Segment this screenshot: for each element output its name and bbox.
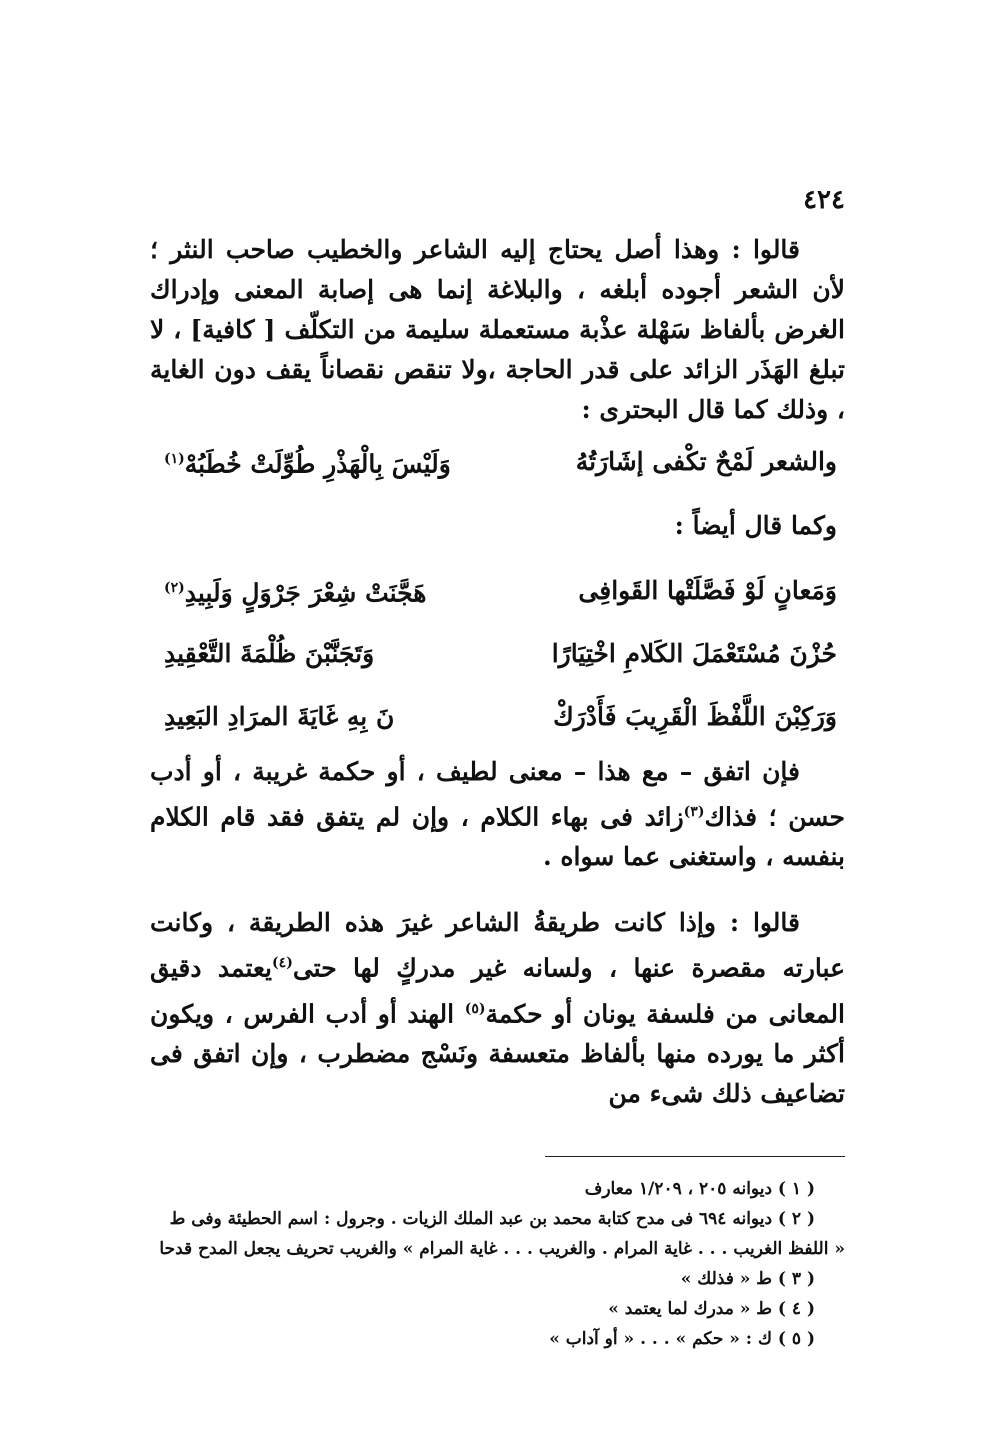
verse-line — [150, 559, 845, 622]
footnote-3: ( ٣ ) ط « فذلك » — [680, 1269, 815, 1289]
verse-line — [150, 685, 845, 748]
footnote-divider — [545, 1156, 845, 1157]
page-number: ٤٢٤ — [803, 185, 845, 215]
verse-hemistich-first: حُزْنَ مُسْتَعْمَلَ الكَلامِ اخْتِيَارًا — [551, 638, 837, 668]
footnote-ref: (٥) — [464, 1000, 486, 1017]
footnote-ref: (٣) — [683, 804, 705, 820]
footnote-2-continued: « اللفظ الغريب . . . غاية المرام . والغريب . . . غاية المرام » والغريب تحريف يجعل المدح قدحا — [159, 1239, 845, 1259]
paragraph-2: فإن اتفق – مع هذا – معنى لطيف ، أو حكمة غريبة ، أو أدب حسن ؛ فذاك$^{(٣)}$زائد فى بهاء الكلام ، وإن لم يتفق فقد قام الكلام بنفسه ، واستغنى عما سواه . — [150, 757, 845, 872]
verse-intro: وكما قال أيضاً : — [674, 511, 837, 540]
paragraph-3: قالوا : وإذا كانت طريقةُ الشاعر غيرَ هذه الطريقة ، وكانت عبارته مقصرة عنها ، ولسانه غير مدركٍ لها حتى$^{(٤)}$يعتمد دقيق المعانى من فلسفة يونان أو حكمة$^{(٥)}$ الهند أو أدب الفرس ، ويكون أكثر ما يورده منها بألفاظ متعسفة ونَسْج مضطرب ، وإن اتفق فى تضاعيف ذلك شىء من — [150, 908, 845, 1108]
verse-hemistich-second: وَتَجَنَّبْنَ ظُلْمَةَ التَّعْقِيدِ — [164, 638, 375, 668]
footnote-ref: (٢) — [164, 579, 185, 596]
footnote-ref: (٤) — [272, 955, 293, 972]
verse-hemistich-first: وَرَكِبْنَ اللَّفْظَ الْقَرِيبَ فَأَدْرَكْ — [553, 701, 837, 731]
verse-hemistich-first: وَمَعانٍ لَوْ فَصَّلَتْها القَوافِى — [578, 575, 837, 605]
footnote-1: ( ١ ) ديوانه ٢٠٥ ، ١/٢٠٩ معارف — [584, 1179, 815, 1199]
paragraph-1: قالوا : وهذا أصل يحتاج إليه الشاعر والخطيب صاحب النثر ؛ لأن الشعر أجوده أبلغه ، والبلاغة إنما هى إصابة المعنى وإدراك الغرض بألفاظ سَهْلة عذْبة مستعملة سليمة من التكلّف [ كافية] ، لا تبلغ الهَذَر الزائد على قدر الحاجة ،ولا تنقص نقصاناً يقف دون الغاية ، وذلك كما قال البحترى : — [150, 235, 845, 424]
verse-line — [150, 622, 845, 685]
verse-hemistich-second: نَ بِهِ غَايَةَ المرَادِ البَعِيدِ — [164, 701, 395, 731]
verse-hemistich-second: وَلَيْسَ بِالْهَذْرِ طُوِّلَتْ خُطَبُهْ$^{(١)}$ — [164, 449, 451, 479]
main-text — [150, 230, 845, 1114]
verse-line — [150, 430, 845, 493]
footnotes — [150, 1174, 845, 1354]
footnote-ref: (١) — [164, 450, 185, 467]
verse-hemistich-first: والشعر لَمْحٌ تكْفى إشَارَتُهُ — [575, 446, 837, 476]
verse-hemistich-second: هَجَّنَتْ شِعْرَ جَرْوَلٍ وَلَبِيدِ$^{(٢)}$ — [164, 578, 427, 608]
footnote-4: ( ٤ ) ط « مدرك لما يعتمد » — [608, 1299, 815, 1319]
footnote-5: ( ٥ ) ك : « حكم » . . . « أو آداب » — [549, 1329, 815, 1349]
footnote-2: ( ٢ ) ديوانه ٦٩٤ فى مدح كتابة محمد بن عبد الملك الزيات . وجرول : اسم الحطيئة وفى ط — [169, 1209, 815, 1229]
